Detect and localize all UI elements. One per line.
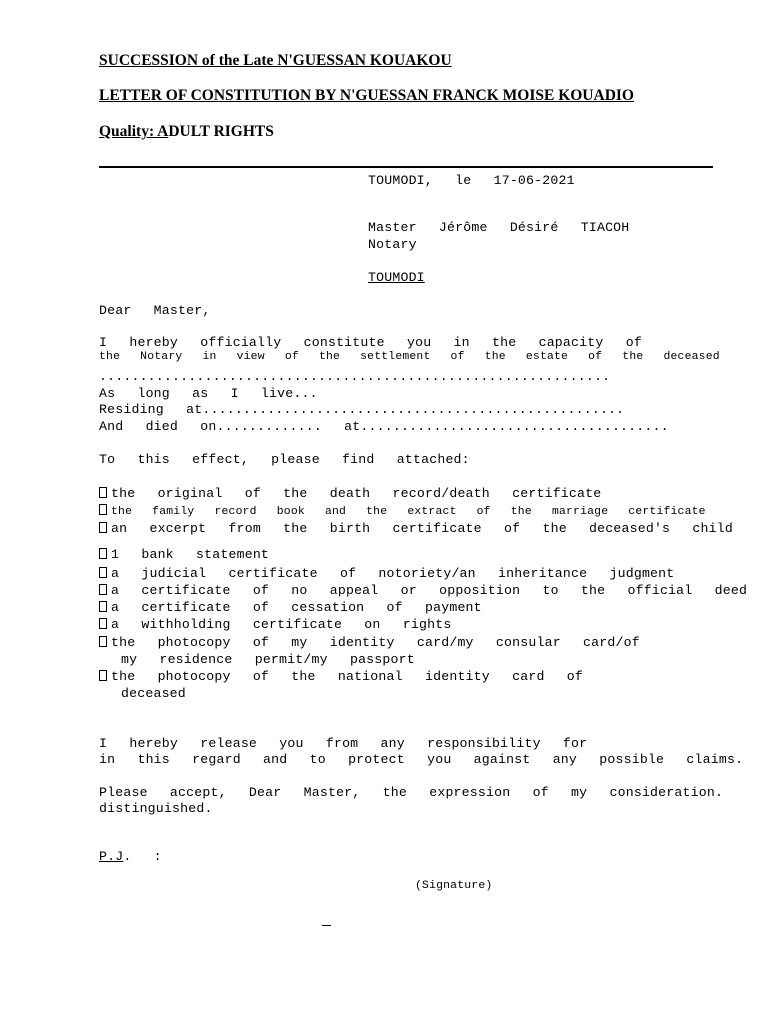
list-item: 1 bank statement <box>99 547 269 562</box>
paragraph-line: the Notary in view of the settlement of the estate of the deceased <box>99 351 720 363</box>
checkbox-icon <box>99 522 107 533</box>
quality-line <box>99 123 274 141</box>
quality-value: DULT RIGHTS <box>168 123 274 140</box>
checkbox-icon <box>99 584 107 595</box>
attached-intro: To this effect, please find attached: <box>99 452 470 467</box>
checkbox-icon <box>99 618 107 629</box>
checkbox-icon <box>99 567 107 578</box>
recipient-city: TOUMODI <box>368 270 425 285</box>
header-divider <box>99 166 713 168</box>
paragraph-line: As long as I live... <box>99 386 318 401</box>
recipient-name: Master Jérôme Désiré TIACOH <box>368 220 630 235</box>
quality-label: Quality: A <box>99 123 169 140</box>
salutation: Dear Master, <box>99 303 211 318</box>
list-item: the family record book and the extract of the marriage certificate <box>99 504 706 518</box>
release-line: in this regard and to protect you against any possible claims. <box>99 752 744 767</box>
checkbox-icon <box>99 636 107 647</box>
attachments-label: P.J. : <box>99 849 162 864</box>
succession-title: SUCCESSION of the Late N'GUESSAN KOUAKOU <box>99 52 452 69</box>
list-item: a certificate of no appeal or opposition to the official deed <box>99 583 747 598</box>
place-date: TOUMODI, le 17-06-2021 <box>368 173 575 188</box>
died-line: And died on............. at...................................... <box>99 419 669 434</box>
list-item-continuation: my residence permit/my passport <box>121 652 415 667</box>
list-item: the photocopy of my identity card/my consular card/of <box>99 635 640 650</box>
closing-line: Please accept, Dear Master, the expression of my consideration. <box>99 785 724 800</box>
release-line: I hereby release you from any responsibility for <box>99 736 588 751</box>
recipient-title: Notary <box>368 237 417 252</box>
dash-mark <box>322 925 331 926</box>
checkbox-icon <box>99 504 107 515</box>
residing-line: Residing at.................................................... <box>99 402 625 417</box>
paragraph-line: I hereby officially constitute you in the capacity of <box>99 335 642 350</box>
checkbox-icon <box>99 548 107 559</box>
list-item-continuation: deceased <box>121 686 186 701</box>
checkbox-icon <box>99 487 107 498</box>
list-item: a certificate of cessation of payment <box>99 600 482 615</box>
checkbox-icon <box>99 670 107 681</box>
list-item: the photocopy of the national identity card of <box>99 669 583 684</box>
list-item: a judicial certificate of notoriety/an inheritance judgment <box>99 566 674 581</box>
dotted-line: ............................................................... <box>99 369 611 384</box>
list-item: a withholding certificate on rights <box>99 617 451 632</box>
list-item: the original of the death record/death certificate <box>99 486 601 501</box>
closing-line: distinguished. <box>99 801 213 816</box>
list-item: an excerpt from the birth certificate of the deceased's child <box>99 521 733 536</box>
signature-placeholder: (Signature) <box>415 880 493 892</box>
letter-title: LETTER OF CONSTITUTION BY N'GUESSAN FRANCK MOISE KOUADIO <box>99 87 634 104</box>
checkbox-icon <box>99 601 107 612</box>
